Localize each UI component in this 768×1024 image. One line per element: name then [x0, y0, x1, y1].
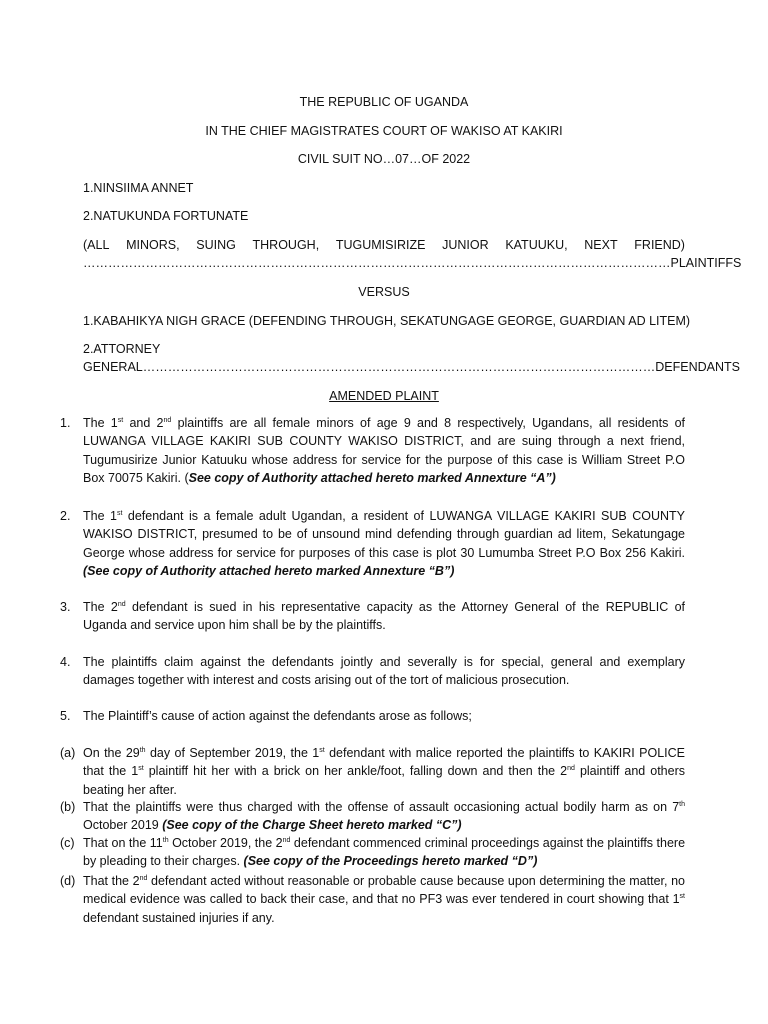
paragraph-4: The plaintiffs claim against the defendants jointly and severally is for special, general and exemplary damages together with interest and costs arising out of the tort of malicious prosecution. — [83, 655, 685, 688]
next-friend-word: SUING — [196, 238, 236, 252]
heading-suit-number: CIVIL SUIT NO…07…OF 2022 — [297, 152, 471, 166]
next-friend-word: MINORS, — [126, 238, 180, 252]
paragraph-number: 4. — [60, 655, 71, 669]
document-title: AMENDED PLAINT — [329, 389, 439, 403]
paragraph-1: The 1st and 2nd plaintiffs are all female minors of age 9 and 8 respectively, Ugandans, all residents of LUWANGA VILLAGE KAKIRI SUB COUNTY WAKISO DISTRICT, and are suing through a next friend, Tugumusirize Junior Katuuku whose address for service for the purpose of this case is William Street P.O Box 70075 Kakiri. (See copy of Authority attached hereto marked Annexture “A”) — [83, 416, 685, 486]
next-friend-line — [83, 238, 685, 252]
sub-paragraph-b: That the plaintiffs were thus charged with the offense of assault occasioning actual bodily harm as on 7th October 2019 (See copy of the Charge Sheet hereto marked “C”) — [83, 800, 685, 833]
next-friend-word: KATUUKU, — [505, 238, 568, 252]
next-friend-word: (ALL — [83, 238, 110, 252]
sub-paragraph-letter: (c) — [60, 836, 75, 850]
defendant-2-line-1: 2.ATTORNEY — [83, 342, 161, 356]
heading-court: IN THE CHIEF MAGISTRATES COURT OF WAKISO AT KAKIRI — [205, 124, 563, 138]
sub-paragraph-letter: (a) — [60, 746, 76, 760]
paragraph-number: 1. — [60, 416, 71, 430]
leader-dots: …………………………………………………………………………………………………………………………… — [83, 256, 671, 270]
next-friend-word: TUGUMISIRIZE — [335, 238, 426, 252]
sub-paragraph-a: On the 29th day of September 2019, the 1st defendant with malice reported the plaintiffs to KAKIRI POLICE that the 1st plaintiff hit her with a brick on her ankle/foot, falling down and then the 2nd plaintiff and others beating her after. — [83, 746, 685, 797]
sub-paragraph-letter: (d) — [60, 874, 76, 888]
next-friend-word: NEXT — [584, 238, 618, 252]
next-friend-word: JUNIOR — [442, 238, 489, 252]
versus-label: VERSUS — [358, 285, 410, 299]
paragraph-number: 5. — [60, 709, 71, 723]
next-friend-word: FRIEND) — [634, 238, 685, 252]
sub-paragraph-letter: (b) — [60, 800, 76, 814]
next-friend-word: THROUGH, — [252, 238, 320, 252]
paragraph-number: 2. — [60, 509, 71, 523]
leader-dots: GENERAL…………………………………………………………………………………………………………… — [83, 360, 656, 374]
sub-paragraph-d: That the 2nd defendant acted without reasonable or probable cause because upon determining the matter, no medical evidence was called to back their case, and that no PF3 was ever tendered in court showing that 1st defendant sustained injuries if any. — [83, 874, 685, 925]
defendants-label-line — [83, 360, 740, 374]
heading-republic: THE REPUBLIC OF UGANDA — [299, 95, 469, 109]
plaintiff-1: 1.NINSIIMA ANNET — [83, 181, 194, 195]
paragraph-3: The 2nd defendant is sued in his representative capacity as the Attorney General of the REPUBLIC of Uganda and service upon him shall be by the plaintiffs. — [83, 600, 685, 633]
paragraph-number: 3. — [60, 600, 71, 614]
plaintiff-2: 2.NATUKUNDA FORTUNATE — [83, 209, 249, 223]
sub-paragraph-c: That on the 11th October 2019, the 2nd defendant commenced criminal proceedings against the plaintiffs there by pleading to their charges. (See copy of the Proceedings hereto marked “D”) — [83, 836, 686, 869]
plaintiffs-label-line — [83, 256, 742, 270]
defendant-1: 1.KABAHIKYA NIGH GRACE (DEFENDING THROUGH, SEKATUNGAGE GEORGE, GUARDIAN AD LITEM) — [83, 314, 691, 328]
paragraph-2: The 1st defendant is a female adult Ugandan, a resident of LUWANGA VILLAGE KAKIRI SUB COUNTY WAKISO DISTRICT, presumed to be of unsound mind defending through guardian ad litem, Sekatungage George whose address for service for purposes of this case is plot 30 Lumumba Street P.O Box 256 Kakiri. (See copy of Authority attached hereto marked Annexture “B”) — [83, 509, 685, 579]
paragraph-5: The Plaintiff’s cause of action against the defendants arose as follows; — [83, 709, 472, 723]
plaintiffs-label: PLAINTIFFS — [670, 256, 742, 270]
defendants-label: DEFENDANTS — [655, 360, 740, 374]
